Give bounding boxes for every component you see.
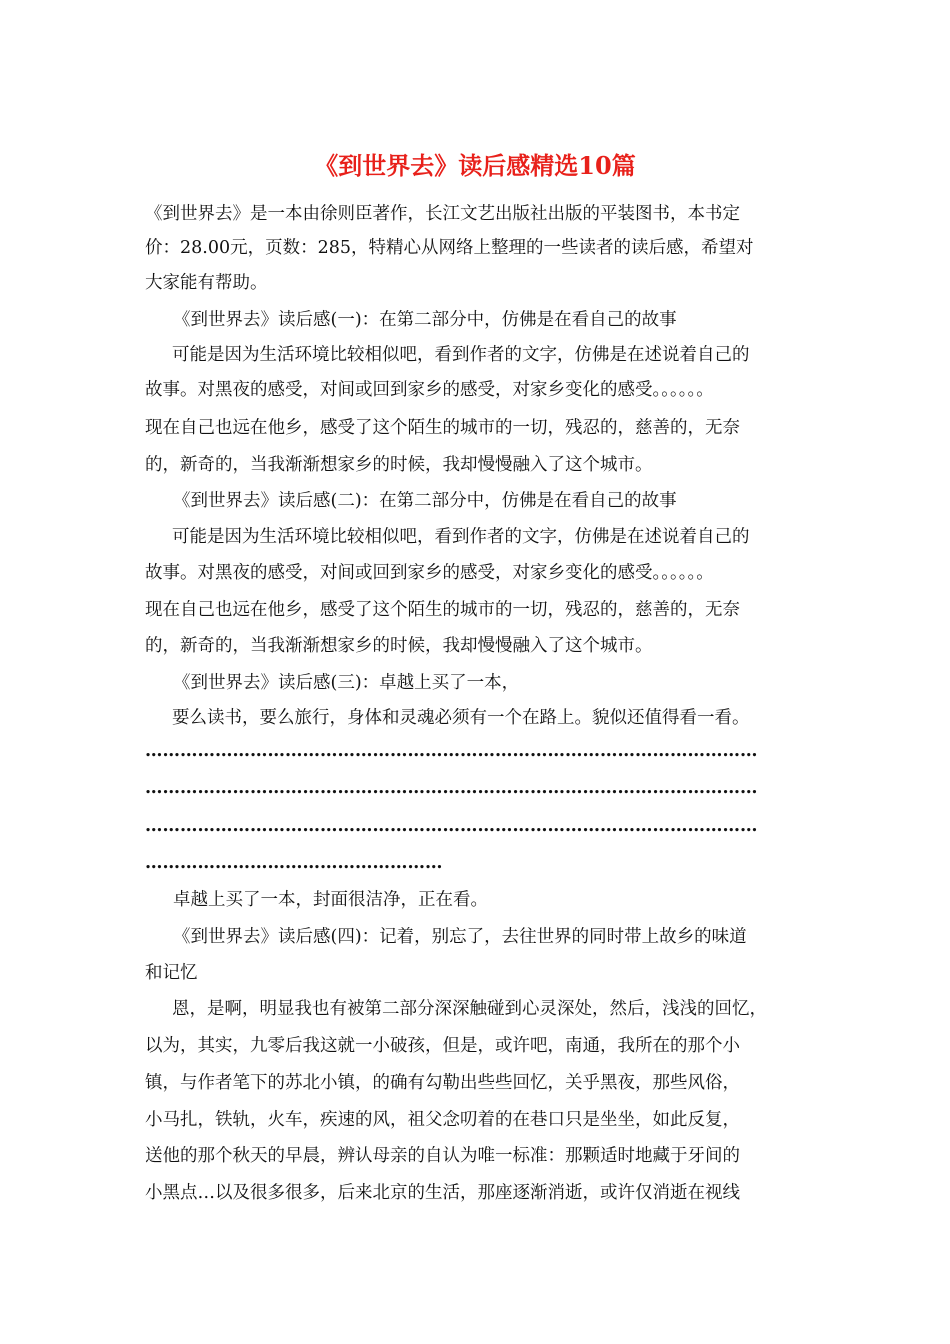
dotted-separator-line: ……………………………………………………………………………………………: [145, 778, 758, 798]
paragraph-line: 恩，是啊，明显我也有被第二部分深深触碰到心灵深处，然后，浅浅的回忆，: [172, 999, 767, 1019]
paragraph-line: 小黑点…以及很多很多，后来北京的生活，那座逐渐消逝，或许仅消逝在视线: [145, 1183, 740, 1203]
paragraph-line: 故事。对黑夜的感受，对间或回到家乡的感受，对家乡变化的感受。。。。。。: [145, 563, 714, 583]
paragraph-line: 可能是因为生活环境比较相似吧，看到作者的文字，仿佛是在述说着自己的: [172, 345, 750, 365]
dotted-separator-line: ……………………………………………: [145, 853, 443, 873]
paragraph-line: 送他的那个秋天的早晨，辨认母亲的自认为唯一标准：那颗适时地藏于牙间的: [145, 1146, 740, 1166]
section-heading: 《到世界去》读后感(三)：卓越上买了一本，: [173, 673, 520, 693]
paragraph-line: 《到世界去》是一本由徐则臣著作，长江文艺出版社出版的平装图书，本书定: [145, 204, 740, 224]
paragraph-line: 可能是因为生活环境比较相似吧，看到作者的文字，仿佛是在述说着自己的: [172, 527, 750, 547]
paragraph-line: 价：28.00元，页数：285，特精心从网络上整理的一些读者的读后感，希望对: [145, 238, 754, 258]
paragraph-line: 要么读书，要么旅行，身体和灵魂必须有一个在路上。貌似还值得看一看。: [172, 708, 750, 728]
dotted-separator-line: ……………………………………………………………………………………………: [145, 741, 758, 761]
paragraph-line: 的，新奇的，当我渐渐想家乡的时候，我却慢慢融入了这个城市。: [145, 455, 653, 475]
paragraph-line: 大家能有帮助。: [145, 273, 268, 293]
paragraph-line: 小马扎，铁轨，火车，疾速的风，祖父念叨着的在巷口只是坐坐，如此反复，: [145, 1110, 740, 1130]
paragraph-line: 现在自己也远在他乡，感受了这个陌生的城市的一切，残忍的，慈善的，无奈: [145, 418, 740, 438]
paragraph-line: 故事。对黑夜的感受，对间或回到家乡的感受，对家乡变化的感受。。。。。。: [145, 380, 714, 400]
section-heading: 《到世界去》读后感(二)：在第二部分中，仿佛是在看自己的故事: [173, 491, 677, 511]
paragraph-line: 现在自己也远在他乡，感受了这个陌生的城市的一切，残忍的，慈善的，无奈: [145, 600, 740, 620]
paragraph-line: 的，新奇的，当我渐渐想家乡的时候，我却慢慢融入了这个城市。: [145, 636, 653, 656]
paragraph-line: 以为，其实，九零后我这就一小破孩，但是，或许吧，南通，我所在的那个小: [145, 1036, 740, 1056]
paragraph-line: 卓越上买了一本，封面很洁净，正在看。: [173, 890, 488, 910]
document-title: 《到世界去》读后感精选10篇: [314, 151, 636, 180]
section-heading: 《到世界去》读后感(四)：记着，别忘了，去往世界的同时带上故乡的味道: [173, 927, 747, 947]
paragraph-line: 镇，与作者笔下的苏北小镇，的确有勾勒出些些回忆，关乎黑夜，那些风俗，: [145, 1073, 740, 1093]
section-heading-continued: 和记忆: [145, 963, 198, 983]
section-heading: 《到世界去》读后感(一)：在第二部分中，仿佛是在看自己的故事: [173, 310, 677, 330]
dotted-separator-line: ……………………………………………………………………………………………: [145, 816, 758, 836]
